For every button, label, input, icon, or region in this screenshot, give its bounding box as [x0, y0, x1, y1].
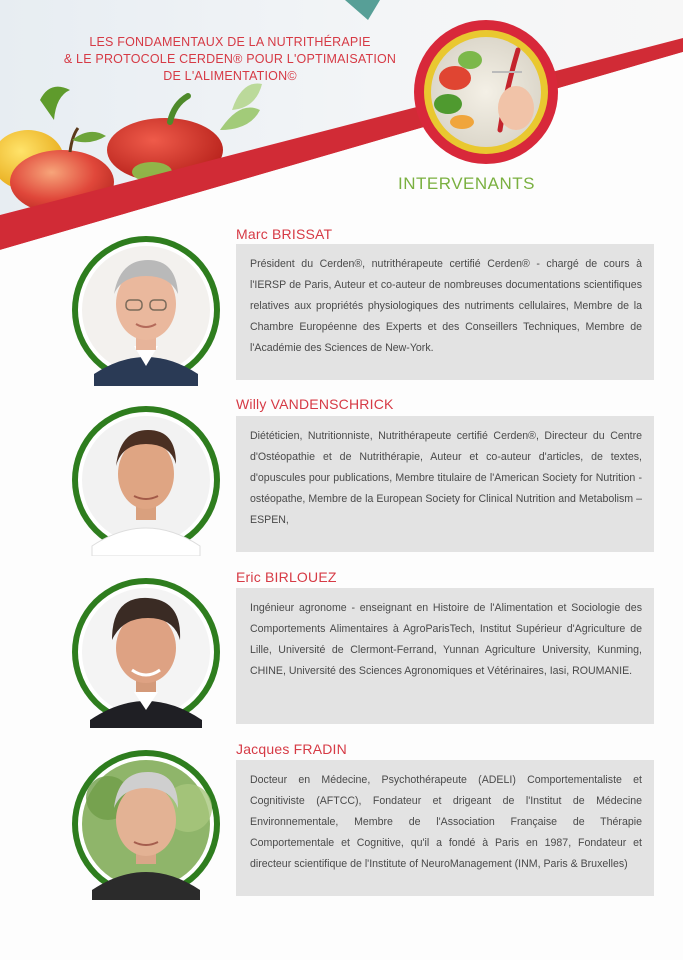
speaker-name-brissat: Marc BRISSAT [236, 226, 333, 242]
portrait-vandenschrick [70, 404, 222, 556]
speaker-bio-fradin: Docteur en Médecine, Psychothérapeute (ADELI) Comportementaliste et Cognitiviste (AFTCC), Fondateur et drigeant de l'Institut de Médecine Environnementale, Membre de l'Association Française de Thérapie Comportementale et Cognitive, qu'il a fondé à Paris en 1987, Fondateur et directeur scientifique de l'Institute of NeuroManagement (INM, Paris & Bruxelles) [236, 760, 654, 896]
speaker-name-birlouez: Eric BIRLOUEZ [236, 569, 337, 585]
section-title: INTERVENANTS [398, 174, 535, 193]
speaker-name-vandenschrick: Willy VANDENSCHRICK [236, 396, 394, 412]
portrait-fradin [70, 748, 222, 900]
speaker-bio-brissat: Président du Cerden®, nutrithérapeute certifié Cerden® - chargé de cours à l'IERSP de Paris, Auteur et co-auteur de nombreuses documentations scientifiques relatives aux propriétés physiologiques des nutriments cellulaires, Membre de la Chambre Européenne des Experts et des Conseillers Techniques, Membre de l'Académie des Sciences de New-York. [236, 244, 654, 380]
portrait-brissat [70, 234, 222, 386]
title-line-2: & LE PROTOCOLE CERDEN® POUR L'OPTIMAISATION [63, 52, 397, 66]
speaker-bio-vandenschrick: Diététicien, Nutritionniste, Nutrithérapeute certifié Cerden®, Directeur du Centre d'Ostéopathie et de Nutrithérapie, Auteur et co-auteur d'articles, de textes, d'opuscules pour publications, Membre titulaire de l'American Society for Nutrition - ostéopathe, Membre de la European Society for Clinical Nutrition and Metabolism – ESPEN, [236, 416, 654, 552]
title-line-1: LES FONDAMENTAUX DE LA NUTRITHÉRAPIE [89, 35, 371, 49]
brochure-title [40, 34, 420, 85]
title-line-3: DE L'ALIMENTATION© [163, 69, 297, 83]
speaker-name-fradin: Jacques FRADIN [236, 741, 347, 757]
speaker-bio-birlouez: Ingénieur agronome - enseignant en Histoire de l'Alimentation et Sociologie des Comportements Alimentaires à AgroParisTech, Institut Supérieur d'Agriculture de Lille, Université de Clermont-Ferrand, Yunnan Agriculture University, Kunming, CHINE, Université des Sciences Agronomiques et Vétérinaires, Iasi, ROUMANIE. [236, 588, 654, 724]
portrait-birlouez [70, 576, 222, 728]
food-photo-circle [414, 20, 558, 164]
